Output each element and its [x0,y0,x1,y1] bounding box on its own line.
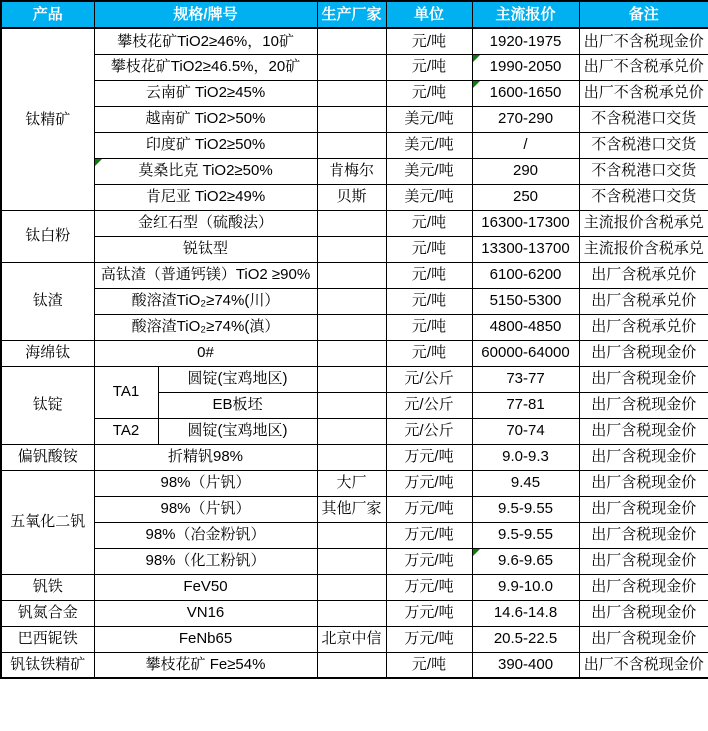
cell-unit: 元/吨 [386,28,472,54]
cell-spec: 攀枝花矿 Fe≥54% [94,652,317,678]
cell-price: 6100-6200 [472,262,579,288]
cell-unit: 元/吨 [386,80,472,106]
cell-price: 16300-17300 [472,210,579,236]
table-row [1,340,708,366]
cell-maker [317,652,386,678]
cell-spec: 折精钒98% [94,444,317,470]
cell-product: 海绵钛 [1,340,94,366]
cell-spec: 肯尼亚 TiO2≥49% [94,184,317,210]
cell-spec: 98%（片钒） [94,470,317,496]
cell-price: 9.45 [472,470,579,496]
cell-maker: 大厂 [317,470,386,496]
cell-price: 9.0-9.3 [472,444,579,470]
cell-note: 不含税港口交货 [579,106,708,132]
table-row [1,210,708,236]
cell-spec: 98%（冶金粉钒） [94,522,317,548]
cell-product: 钛白粉 [1,210,94,262]
cell-product: 钛锭 [1,366,94,444]
cell-spec: 印度矿 TiO2≥50% [94,132,317,158]
cell-unit: 万元/吨 [386,600,472,626]
cell-maker [317,54,386,80]
cell-spec: VN16 [94,600,317,626]
cell-note: 出厂含税现金价 [579,548,708,574]
table-row [1,652,708,678]
cell-note: 出厂不含税现金价 [579,28,708,54]
cell-note: 出厂含税现金价 [579,626,708,652]
cell-note: 主流报价含税承兑 [579,210,708,236]
cell-unit: 美元/吨 [386,132,472,158]
cell-price: 73-77 [472,366,579,392]
cell-product: 五氧化二钒 [1,470,94,574]
cell-maker [317,418,386,444]
table-row [1,626,708,652]
cell-note: 不含税港口交货 [579,158,708,184]
cell-unit: 万元/吨 [386,470,472,496]
cell-maker [317,548,386,574]
cell-price: 250 [472,184,579,210]
table-row [1,106,708,132]
table-body [1,28,708,678]
cell-price: 290 [472,158,579,184]
cell-price: 20.5-22.5 [472,626,579,652]
cell-note: 出厂含税现金价 [579,522,708,548]
cell-spec: 攀枝花矿TiO2≥46.5%，20矿 [94,54,317,80]
table-header [1,1,708,28]
cell-note: 出厂含税现金价 [579,600,708,626]
cell-note: 出厂含税现金价 [579,392,708,418]
cell-note: 出厂含税现金价 [579,418,708,444]
cell-unit: 万元/吨 [386,548,472,574]
cell-unit: 万元/吨 [386,496,472,522]
header-spec: 规格/牌号 [94,1,317,28]
cell-maker: 肯梅尔 [317,158,386,184]
cell-unit: 万元/吨 [386,574,472,600]
cell-spec: 98%（化工粉钒） [94,548,317,574]
cell-maker [317,28,386,54]
green-triangle-flag-icon [473,549,480,556]
green-triangle-flag-icon [473,55,480,62]
cell-note: 出厂含税现金价 [579,496,708,522]
cell-product: 钒铁 [1,574,94,600]
cell-spec: 莫桑比克 TiO2≥50% [94,158,317,184]
cell-price: 270-290 [472,106,579,132]
cell-maker [317,600,386,626]
cell-unit: 元/吨 [386,288,472,314]
cell-unit: 元/吨 [386,340,472,366]
cell-maker: 贝斯 [317,184,386,210]
cell-unit: 元/吨 [386,314,472,340]
cell-product: 钒钛铁精矿 [1,652,94,678]
cell-price: 4800-4850 [472,314,579,340]
table-row [1,236,708,262]
cell-unit: 元/公斤 [386,366,472,392]
header-maker: 生产厂家 [317,1,386,28]
cell-price: 9.5-9.55 [472,496,579,522]
table-row [1,470,708,496]
cell-unit: 美元/吨 [386,158,472,184]
cell-unit: 万元/吨 [386,444,472,470]
cell-note: 出厂含税现金价 [579,470,708,496]
cell-maker [317,262,386,288]
cell-unit: 万元/吨 [386,626,472,652]
cell-product: 偏钒酸铵 [1,444,94,470]
cell-note: 不含税港口交货 [579,184,708,210]
cell-product: 钛渣 [1,262,94,340]
cell-product: 钒氮合金 [1,600,94,626]
cell-price: 9.5-9.55 [472,522,579,548]
table-row [1,418,708,444]
cell-spec: FeV50 [94,574,317,600]
cell-price: 390-400 [472,652,579,678]
cell-spec: 酸溶渣TiO₂≥74%(滇） [94,314,317,340]
cell-unit: 万元/吨 [386,522,472,548]
table-row [1,184,708,210]
header-note: 备注 [579,1,708,28]
cell-maker [317,80,386,106]
cell-unit: 元/吨 [386,54,472,80]
cell-spec: 越南矿 TiO2>50% [94,106,317,132]
cell-maker [317,132,386,158]
cell-maker [317,574,386,600]
cell-note: 出厂含税承兑价 [579,288,708,314]
cell-price: 1990-2050 [472,54,579,80]
table-row [1,366,708,392]
table-row [1,262,708,288]
cell-price: 5150-5300 [472,288,579,314]
cell-note: 出厂不含税承兑价 [579,80,708,106]
cell-note: 出厂含税承兑价 [579,314,708,340]
table-row [1,496,708,522]
header-product: 产品 [1,1,94,28]
cell-price: 77-81 [472,392,579,418]
cell-maker [317,522,386,548]
cell-unit: 元/吨 [386,210,472,236]
cell-price: 70-74 [472,418,579,444]
cell-price: 14.6-14.8 [472,600,579,626]
cell-spec: 高钛渣（普通钙镁）TiO2 ≥90% [94,262,317,288]
cell-spec: 锐钛型 [94,236,317,262]
cell-specb: 圆锭(宝鸡地区) [158,366,317,392]
cell-unit: 元/吨 [386,262,472,288]
cell-unit: 美元/吨 [386,184,472,210]
cell-maker [317,288,386,314]
cell-unit: 元/公斤 [386,418,472,444]
cell-unit: 元/吨 [386,652,472,678]
cell-note: 出厂含税现金价 [579,574,708,600]
cell-price: 9.6-9.65 [472,548,579,574]
cell-maker [317,236,386,262]
table-row [1,522,708,548]
cell-spec: FeNb65 [94,626,317,652]
cell-spec: 98%（片钒） [94,496,317,522]
cell-specb: 圆锭(宝鸡地区) [158,418,317,444]
cell-specb: EB板坯 [158,392,317,418]
cell-maker [317,366,386,392]
cell-note: 出厂含税现金价 [579,444,708,470]
cell-spec: 0# [94,340,317,366]
cell-product: 巴西铌铁 [1,626,94,652]
cell-price: 1920-1975 [472,28,579,54]
cell-maker [317,314,386,340]
header-row [1,1,708,28]
cell-maker [317,444,386,470]
cell-note: 出厂含税现金价 [579,366,708,392]
table-row [1,158,708,184]
cell-spec: 金红石型（硫酸法） [94,210,317,236]
cell-note: 出厂不含税现金价 [579,652,708,678]
cell-spec: 酸溶渣TiO₂≥74%(川） [94,288,317,314]
cell-price: 1600-1650 [472,80,579,106]
cell-spec: 云南矿 TiO2≥45% [94,80,317,106]
cell-unit: 美元/吨 [386,106,472,132]
cell-note: 出厂不含税承兑价 [579,54,708,80]
cell-maker: 北京中信 [317,626,386,652]
cell-speca: TA1 [94,366,158,418]
table-row [1,314,708,340]
table-row [1,600,708,626]
table-row [1,80,708,106]
table-row [1,444,708,470]
cell-speca: TA2 [94,418,158,444]
cell-note: 出厂含税承兑价 [579,262,708,288]
cell-maker: 其他厂家 [317,496,386,522]
table-row [1,548,708,574]
table-row [1,132,708,158]
cell-maker [317,106,386,132]
cell-note: 不含税港口交货 [579,132,708,158]
cell-maker [317,392,386,418]
table-row [1,28,708,54]
cell-unit: 元/吨 [386,236,472,262]
cell-product: 钛精矿 [1,28,94,210]
cell-price: 9.9-10.0 [472,574,579,600]
cell-price: 60000-64000 [472,340,579,366]
cell-price: 13300-13700 [472,236,579,262]
cell-maker [317,210,386,236]
cell-maker [317,340,386,366]
cell-price: / [472,132,579,158]
cell-spec: 攀枝花矿TiO2≥46%，10矿 [94,28,317,54]
header-unit: 单位 [386,1,472,28]
table-row [1,288,708,314]
header-price: 主流报价 [472,1,579,28]
table-row [1,54,708,80]
cell-unit: 元/公斤 [386,392,472,418]
green-triangle-flag-icon [95,159,102,166]
table-row [1,574,708,600]
cell-note: 出厂含税现金价 [579,340,708,366]
cell-note: 主流报价含税承兑 [579,236,708,262]
green-triangle-flag-icon [473,81,480,88]
